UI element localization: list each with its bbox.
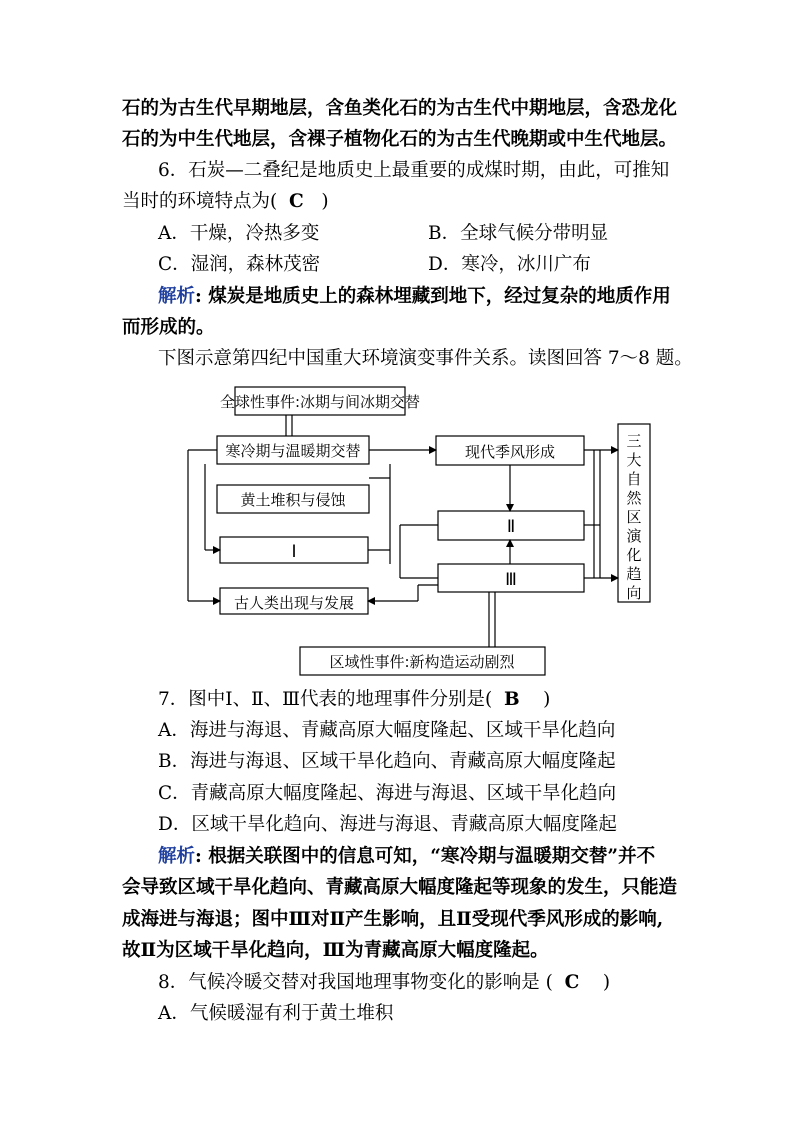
q6-option-a: A．干燥，冷热多变 [158, 223, 320, 244]
cold-warm-text: 寒冷期与温暖期交替 [225, 442, 361, 460]
figure-intro: 下图示意第四纪中国重大环境演变事件关系。读图回答 7～8 题。 [158, 348, 693, 369]
three-regions-char: 大 [626, 451, 642, 469]
monsoon-text: 现代季风形成 [464, 443, 556, 461]
q6-stem-pre: 当时的环境特点为( [122, 191, 278, 212]
q8-stem-post: ) [602, 972, 611, 993]
q6-option-b: B．全球气候分带明显 [428, 223, 609, 244]
three-regions-char: 三 [626, 432, 642, 450]
q7-analysis-line1 [158, 842, 655, 872]
q7-stem [158, 685, 550, 715]
q6-option-c: C．湿润，森林茂密 [158, 254, 321, 275]
three-regions-char: 自 [626, 470, 642, 488]
q7-stem-pre: 7．图中Ⅰ、Ⅱ、Ⅲ代表的地理事件分别是( [158, 689, 493, 710]
q7-option-b: B．海进与海退、区域干旱化趋向、青藏高原大幅度隆起 [158, 751, 616, 772]
q8-answer: C [564, 972, 580, 993]
intro-line-2: 石的为中生代地层，含裸子植物化石的为古生代晚期或中生代地层。 [122, 129, 678, 150]
q6-stem-line1: 6．石炭—二叠纪是地质史上最重要的成煤时期，由此，可推知 [158, 160, 670, 181]
three-regions-char: 然 [626, 489, 642, 507]
q7-analysis-line2: 会导致区域干旱化趋向、青藏高原大幅度隆起等现象的发生，只能造 [122, 877, 678, 898]
q7-answer: B [503, 689, 520, 710]
q7-analysis-label: 解析 [158, 846, 196, 867]
three-regions-char: 化 [626, 546, 642, 564]
box-III-text: Ⅲ [505, 570, 517, 590]
q6-stem-post: ) [321, 191, 329, 212]
three-regions-char: 向 [626, 584, 642, 602]
intro-line-1: 石的为古生代早期地层，含鱼类化石的为古生代中期地层，含恐龙化 [122, 98, 678, 119]
three-regions-char: 演 [626, 527, 642, 545]
loess-text: 黄土堆积与侵蚀 [240, 491, 346, 509]
q6-answer: C [288, 191, 304, 212]
q6-analysis-label: 解析 [158, 286, 196, 307]
ancient-humans-text: 古人类出现与发展 [233, 594, 355, 612]
global-event-text: 全球性事件:冰期与间冰期交替 [219, 393, 421, 411]
box-II-text: Ⅱ [506, 517, 516, 537]
q7-analysis-line3: 成海进与海退；图中Ⅲ对Ⅱ产生影响，且Ⅱ受现代季风形成的影响, [122, 909, 664, 930]
q8-stem [158, 968, 610, 998]
q7-analysis-text: : 根据关联图中的信息可知，“寒冷期与温暖期交替”并不 [195, 846, 656, 867]
q6-analysis-line2: 而形成的。 [122, 317, 215, 338]
three-regions-char: 趋 [626, 565, 642, 583]
q7-option-d: D．区域干旱化趋向、海进与海退、青藏高原大幅度隆起 [158, 814, 617, 835]
q7-option-c: C．青藏高原大幅度隆起、海进与海退、区域干旱化趋向 [158, 783, 617, 804]
q8-stem-pre: 8．气候冷暖交替对我国地理事物变化的影响是 ( [158, 972, 553, 993]
q7-analysis-line4: 故Ⅱ为区域干旱化趋向，Ⅲ为青藏高原大幅度隆起。 [122, 940, 549, 961]
regional-event-text: 区域性事件:新构造运动剧烈 [329, 653, 515, 671]
box-I-text: Ⅰ [291, 542, 297, 562]
q8-option-a: A．气候暖湿有利于黄土堆积 [158, 1003, 394, 1024]
three-regions-text [626, 432, 643, 602]
q6-option-d: D．寒冷，冰川广布 [428, 254, 591, 275]
q6-analysis-text: : 煤炭是地质史上的森林埋藏到地下，经过复杂的地质作用 [195, 286, 671, 307]
three-regions-char: 区 [626, 508, 642, 526]
q7-option-a: A．海进与海退、青藏高原大幅度隆起、区域干旱化趋向 [158, 720, 616, 741]
q7-stem-post: ) [543, 689, 551, 710]
